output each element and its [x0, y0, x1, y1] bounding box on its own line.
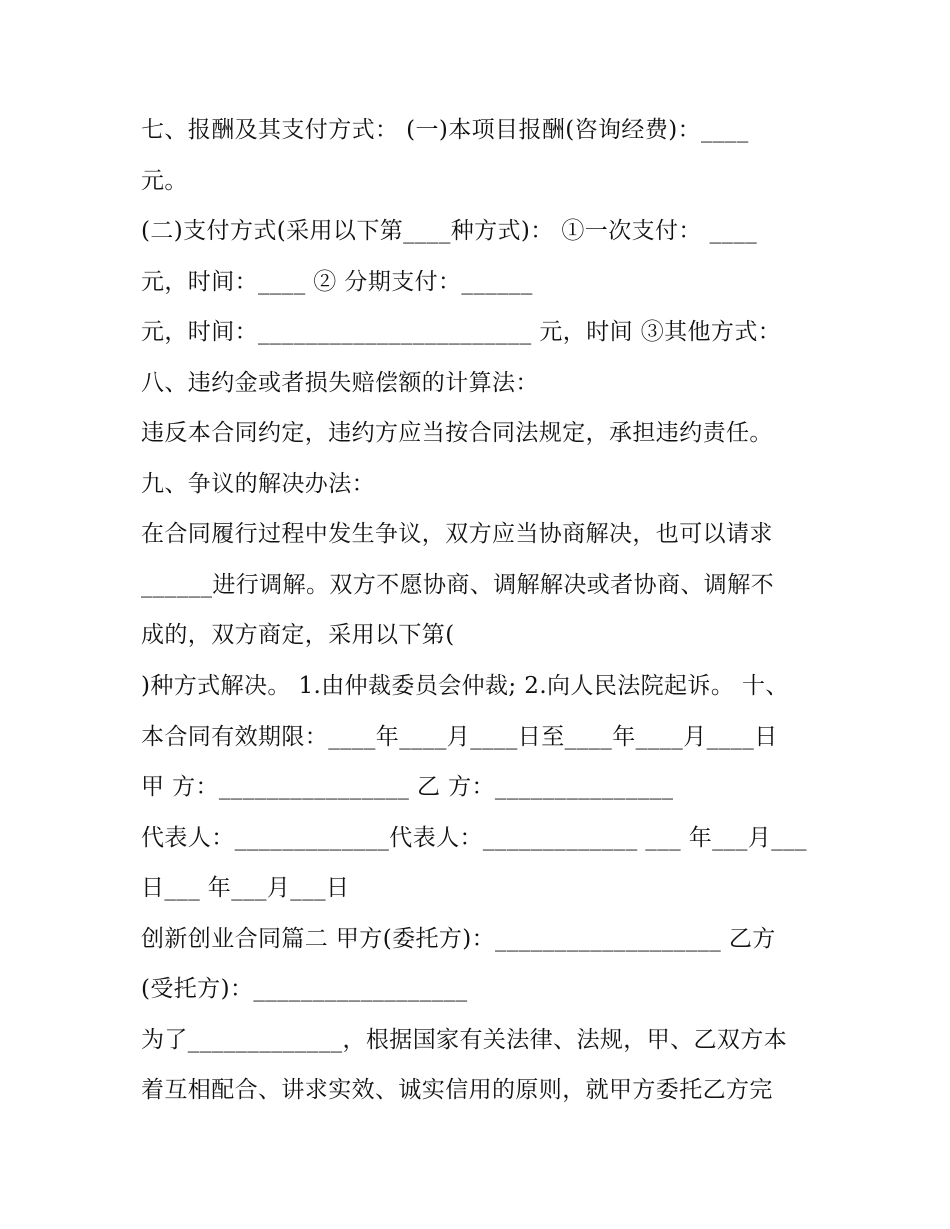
text-line-15: 代表人：_____________代表人：_____________ ___ 年___月___ [141, 825, 807, 851]
text-line-17: 创新创业合同篇二 甲方(委托方)：___________________ 乙方 [141, 926, 776, 952]
text-line-19: 为了_____________，根据国家有关法律、法规，甲、乙双方本 [141, 1027, 788, 1053]
text-line-13: 本合同有效期限：____年____月____日至____年____月____日 [141, 724, 778, 750]
text-line-20: 着互相配合、讲求实效、诚实信用的原则，就甲方委托乙方完 [141, 1077, 773, 1103]
text-line-1: 七、报酬及其支付方式： (一)本项目报酬(咨询经费)：____ [141, 117, 749, 143]
text-line-2: 元。 [141, 168, 188, 194]
text-line-4: 元，时间：____ ② 分期支付：______ [141, 269, 533, 295]
text-line-9: 在合同履行过程中发生争议，双方应当协商解决，也可以请求 [141, 521, 773, 547]
text-line-18: (受托方)：__________________ [141, 976, 468, 1002]
text-line-14: 甲 方：________________ 乙 方：_______________ [141, 774, 674, 800]
text-line-11: 成的，双方商定，采用以下第( [141, 622, 455, 648]
text-line-6: 八、违约金或者损失赔偿额的计算法： [141, 370, 539, 396]
text-line-7: 违反本合同约定，违约方应当按合同法规定，承担违约责任。 [141, 420, 773, 446]
text-line-3: (二)支付方式(采用以下第____种方式)： ①一次支付： ____ [141, 218, 758, 244]
text-line-8: 九、争议的解决办法： [141, 471, 375, 497]
text-line-16: 日___ 年___月___日 [141, 875, 350, 901]
text-line-12: )种方式解决。 1.由仲裁委员会仲裁; 2.向人民法院起诉。 十、 [141, 673, 789, 699]
text-line-10: ______进行调解。双方不愿协商、调解解决或者协商、调解不 [141, 572, 774, 598]
text-line-5: 元，时间：_______________________ 元，时间 ③其他方式： [141, 319, 782, 345]
